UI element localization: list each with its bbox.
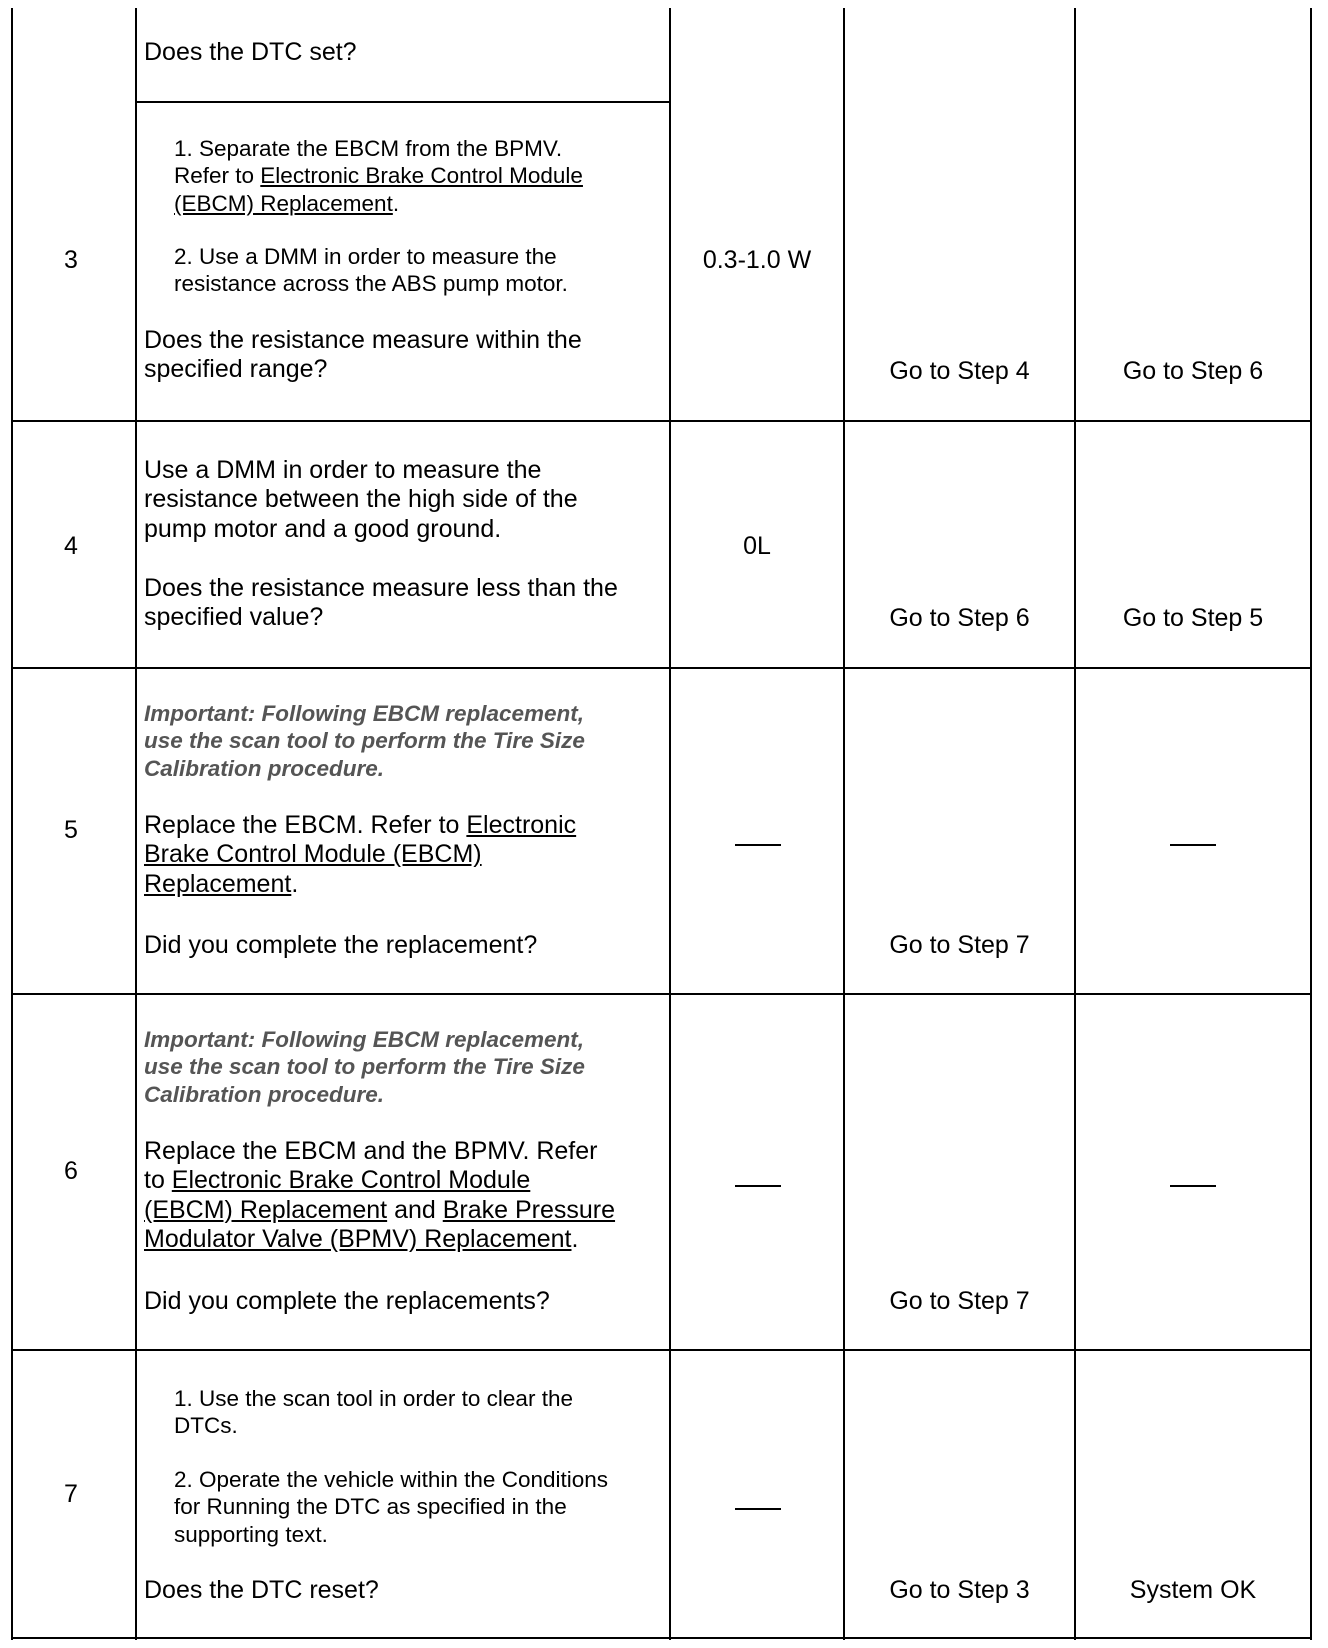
step3-action-2	[174, 243, 568, 298]
ebcm-replacement-link-cont[interactable]: Brake Control Module (EBCM)	[144, 840, 482, 869]
step6-instruction-line3	[144, 1196, 615, 1225]
ebcm-replacement-link-cont[interactable]: (EBCM) Replacement	[144, 1195, 388, 1224]
step3-question-line2: specified range?	[144, 355, 328, 384]
table-divider-yes	[1074, 8, 1076, 1640]
step3-action-2-line2: resistance across the ABS pump motor.	[174, 271, 568, 297]
step7-yes[interactable]: Go to Step 3	[889, 1576, 1030, 1604]
step6-value-dash	[735, 1185, 781, 1187]
step3-question	[144, 326, 582, 385]
step3-action-1-line1: 1. Separate the EBCM from the BPMV.	[174, 136, 563, 161]
step4-question-line2: specified value?	[144, 603, 324, 632]
step5-yes[interactable]: Go to Step 7	[889, 931, 1030, 959]
step3-question-line1: Does the resistance measure within the	[144, 326, 582, 354]
step5-important-line3: Calibration procedure.	[144, 755, 385, 781]
step7-action-1-line1: 1. Use the scan tool in order to clear the	[174, 1386, 573, 1411]
ebcm-replacement-link[interactable]: Electronic Brake Control Module	[171, 1166, 531, 1195]
step4-question	[144, 574, 618, 633]
bpmv-replacement-link-cont[interactable]: Modulator Valve (BPMV) Replacement	[144, 1224, 572, 1253]
step7-no[interactable]: System OK	[1129, 1576, 1257, 1604]
step4-no[interactable]: Go to Step 5	[1122, 604, 1264, 632]
step7-action-2	[174, 1466, 608, 1548]
step-number: 7	[64, 1480, 78, 1508]
ebcm-replacement-link[interactable]: Electronic Brake Control Module	[260, 163, 583, 189]
step5-important-line2: use the scan tool to perform the Tire Size	[144, 728, 585, 754]
bpmv-replacement-link[interactable]: Brake Pressure	[442, 1195, 616, 1224]
step4-instruction-line2: resistance between the high side of the	[144, 485, 578, 514]
step6-question: Did you complete the replacements?	[144, 1287, 550, 1315]
step3-action-1	[174, 135, 583, 217]
row-divider-5	[11, 993, 1312, 995]
table-divider-step	[135, 8, 137, 1640]
step6-joiner: and	[387, 1195, 443, 1224]
step6-instruction-line1: Replace the EBCM and the BPMV. Refer	[144, 1137, 598, 1165]
step4-yes[interactable]: Go to Step 6	[889, 604, 1030, 632]
step3-action-1-line3: (EBCM) Replacement.	[174, 190, 400, 216]
step-number: 4	[64, 532, 78, 560]
step-number: 3	[64, 246, 78, 274]
step3-action-1-line2: Refer to Electronic Brake Control Module	[174, 163, 583, 189]
step7-value-dash	[735, 1508, 781, 1510]
question-dtc-set: Does the DTC set?	[144, 38, 357, 66]
step4-instruction-line1: Use a DMM in order to measure the	[144, 456, 542, 484]
step5-no-dash	[1170, 844, 1216, 846]
step5-value-dash	[735, 844, 781, 846]
table-border-right	[1310, 8, 1312, 1640]
step7-action-1	[174, 1385, 573, 1440]
step6-no-dash	[1170, 1185, 1216, 1187]
step5-question: Did you complete the replacement?	[144, 931, 538, 959]
step6-instruction-to: to	[144, 1166, 172, 1195]
step5-instruction-prefix: Replace the EBCM. Refer to	[144, 811, 467, 839]
step6-instruction-line4: Modulator Valve (BPMV) Replacement.	[144, 1224, 579, 1253]
step5-important-line1: Important: Following EBCM replacement,	[144, 701, 585, 726]
step3-value: 0.3-1.0 W	[702, 246, 812, 274]
table-divider-value	[843, 8, 845, 1640]
step6-important-note	[144, 1026, 585, 1108]
step7-action-1-line2: DTCs.	[174, 1413, 238, 1439]
ebcm-replacement-link-end[interactable]: Replacement	[144, 869, 292, 898]
step6-important-line3: Calibration procedure.	[144, 1081, 385, 1107]
step6-instruction	[144, 1137, 615, 1254]
step6-instruction-line2	[144, 1166, 615, 1195]
step6-important-line1: Important: Following EBCM replacement,	[144, 1027, 585, 1052]
step4-value: 0L	[743, 532, 771, 560]
row-divider-dtc-set	[135, 101, 669, 103]
step4-instruction-line3: pump motor and a good ground.	[144, 514, 502, 543]
step3-action-2-line1: 2. Use a DMM in order to measure the	[174, 244, 557, 269]
step5-instruction-line3: Replacement.	[144, 869, 299, 898]
step-number: 5	[64, 816, 78, 844]
step6-important-line2: use the scan tool to perform the Tire Size	[144, 1054, 585, 1080]
table-border-bottom	[11, 1637, 1312, 1639]
ebcm-replacement-link-cont[interactable]: (EBCM) Replacement	[174, 190, 393, 216]
step4-question-line1: Does the resistance measure less than the	[144, 574, 618, 602]
step5-instruction-line2	[144, 840, 576, 869]
step-number: 6	[64, 1157, 78, 1185]
step3-yes[interactable]: Go to Step 4	[889, 357, 1030, 385]
step4-instruction	[144, 456, 578, 544]
row-divider-6	[11, 1349, 1312, 1351]
row-divider-3	[11, 420, 1312, 422]
step5-instruction	[144, 811, 576, 899]
step6-yes[interactable]: Go to Step 7	[889, 1287, 1030, 1315]
table-border-left	[11, 8, 13, 1640]
row-divider-4	[11, 667, 1312, 669]
step7-action-2-line1: 2. Operate the vehicle within the Conditions	[174, 1467, 609, 1492]
step5-important-note	[144, 700, 585, 782]
step7-action-2-line3: supporting text.	[174, 1521, 328, 1547]
step5-instruction-line1	[144, 811, 576, 840]
step3-no[interactable]: Go to Step 6	[1122, 357, 1264, 385]
ebcm-replacement-link[interactable]: Electronic	[466, 811, 577, 839]
step7-question: Does the DTC reset?	[144, 1576, 379, 1604]
step7-action-2-line2: for Running the DTC as specified in the	[174, 1494, 567, 1520]
